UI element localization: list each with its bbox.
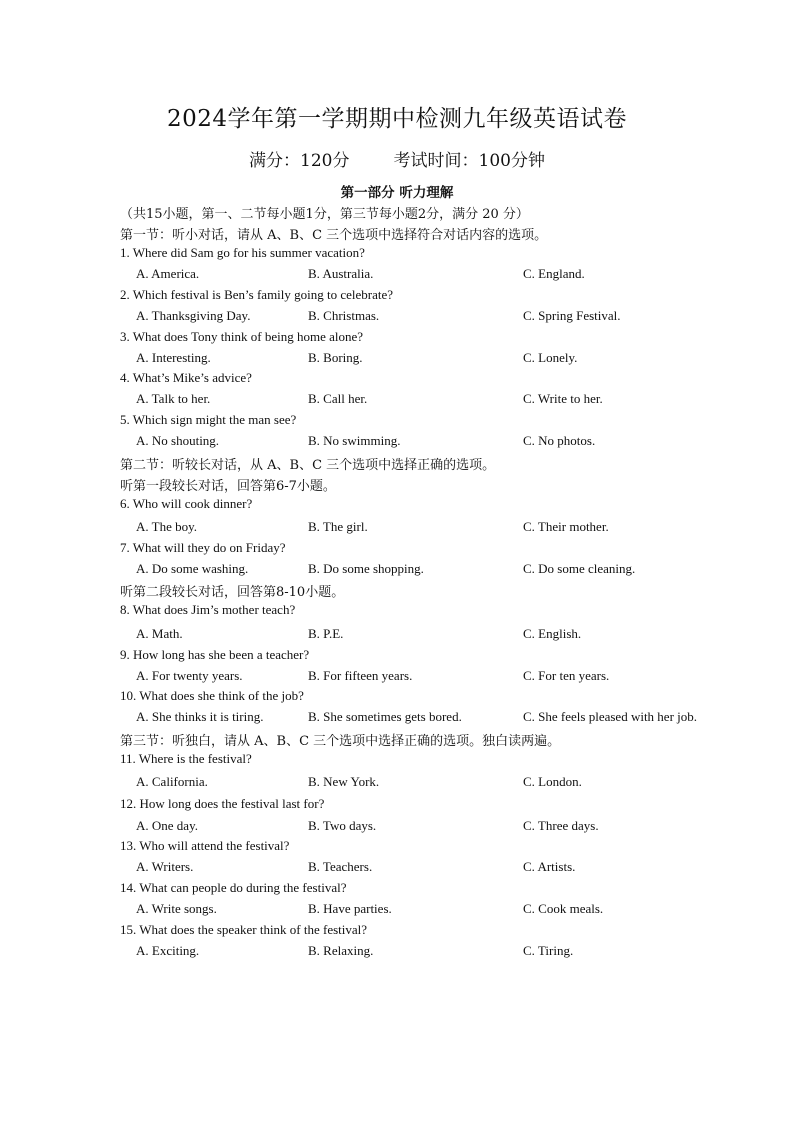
option-c: C. English. xyxy=(523,626,582,641)
option-b: B. Christmas. xyxy=(308,308,380,323)
option-b: B. The girl. xyxy=(308,519,368,534)
option-c: C. She feels pleased with her job. xyxy=(523,709,698,724)
dialog2-note: 听第二段较长对话，回答第8-10小题。 xyxy=(120,585,345,600)
option-a: A. Thanksgiving Day. xyxy=(136,308,251,323)
option-b: B. New York. xyxy=(308,774,380,789)
option-a: A. The boy. xyxy=(136,519,198,534)
option-a: A. She thinks it is tiring. xyxy=(136,709,264,724)
option-a: A. One day. xyxy=(136,818,198,833)
option-c: C. London. xyxy=(523,774,582,789)
option-a: A. Talk to her. xyxy=(136,391,211,406)
option-c: C. Three days. xyxy=(523,818,599,833)
option-a: A. Exciting. xyxy=(136,943,200,958)
question-stem: 4. What’s Mike’s advice? xyxy=(120,370,252,385)
option-b: B. For fifteen years. xyxy=(308,668,413,683)
option-a: A. California. xyxy=(136,774,208,789)
option-c: C. Spring Festival. xyxy=(523,308,621,323)
question-stem: 6. Who will cook dinner? xyxy=(120,496,253,511)
section2-instruction: 第二节：听较长对话，从 A、B、C 三个选项中选择正确的选项。 xyxy=(120,458,496,473)
question-stem: 2. Which festival is Ben’s family going to celebrate? xyxy=(120,287,394,302)
option-b: B. Do some shopping. xyxy=(308,561,424,576)
question-stem: 7. What will they do on Friday? xyxy=(120,540,286,555)
option-b: B. Have parties. xyxy=(308,901,392,916)
exam-time: 考试时间：100分钟 xyxy=(393,151,545,171)
option-b: B. Australia. xyxy=(308,266,374,281)
option-c: C. For ten years. xyxy=(523,668,610,683)
section1-instruction: 第一节：听小对话，请从 A、B、C 三个选项中选择符合对话内容的选项。 xyxy=(120,228,548,243)
option-b: B. No swimming. xyxy=(308,433,401,448)
option-a: A. Interesting. xyxy=(136,350,211,365)
option-b: B. Two days. xyxy=(308,818,377,833)
option-c: C. Cook meals. xyxy=(523,901,604,916)
question-stem: 10. What does she think of the job? xyxy=(120,688,304,703)
option-a: A. For twenty years. xyxy=(136,668,243,683)
question-stem: 9. How long has she been a teacher? xyxy=(120,647,310,662)
option-c: C. Write to her. xyxy=(523,391,603,406)
part1-heading: 第一部分 听力理解 xyxy=(340,185,454,201)
dialog1-note: 听第一段较长对话，回答第6-7小题。 xyxy=(120,479,336,494)
option-b: B. Teachers. xyxy=(308,859,373,874)
option-a: A. Writers. xyxy=(136,859,194,874)
section3-instruction: 第三节：听独白，请从 A、B、C 三个选项中选择正确的选项。独白读两遍。 xyxy=(120,734,561,749)
question-stem: 5. Which sign might the man see? xyxy=(120,412,297,427)
option-b: B. She sometimes gets bored. xyxy=(308,709,462,724)
option-c: C. Artists. xyxy=(523,859,576,874)
option-a: A. No shouting. xyxy=(136,433,220,448)
question-stem: 3. What does Tony think of being home alone? xyxy=(120,329,364,344)
question-stem: 12. How long does the festival last for? xyxy=(120,796,325,811)
option-a: A. Write songs. xyxy=(136,901,217,916)
option-b: B. Relaxing. xyxy=(308,943,374,958)
question-stem: 13. Who will attend the festival? xyxy=(120,838,290,853)
exam-subtitle xyxy=(0,146,794,171)
option-c: C. Lonely. xyxy=(523,350,578,365)
option-a: A. America. xyxy=(136,266,200,281)
option-c: C. Do some cleaning. xyxy=(523,561,636,576)
option-b: B. Boring. xyxy=(308,350,363,365)
option-b: B. P.E. xyxy=(308,626,344,641)
question-stem: 1. Where did Sam go for his summer vacation? xyxy=(120,245,365,260)
question-stem: 11. Where is the festival? xyxy=(120,751,252,766)
question-stem: 14. What can people do during the festival? xyxy=(120,880,347,895)
exam-title: 2024学年第一学期期中检测九年级英语试卷 xyxy=(166,106,628,132)
question-stem: 15. What does the speaker think of the festival? xyxy=(120,922,368,937)
option-a: A. Do some washing. xyxy=(136,561,249,576)
option-c: C. No photos. xyxy=(523,433,596,448)
option-c: C. England. xyxy=(523,266,585,281)
part1-note: （共15小题，第一、二节每小题1分，第三节每小题2分，满分 20 分） xyxy=(120,207,529,222)
question-stem: 8. What does Jim’s mother teach? xyxy=(120,602,296,617)
option-c: C. Their mother. xyxy=(523,519,609,534)
option-c: C. Tiring. xyxy=(523,943,574,958)
option-b: B. Call her. xyxy=(308,391,368,406)
full-score: 满分：120分 xyxy=(249,151,350,171)
option-a: A. Math. xyxy=(136,626,183,641)
